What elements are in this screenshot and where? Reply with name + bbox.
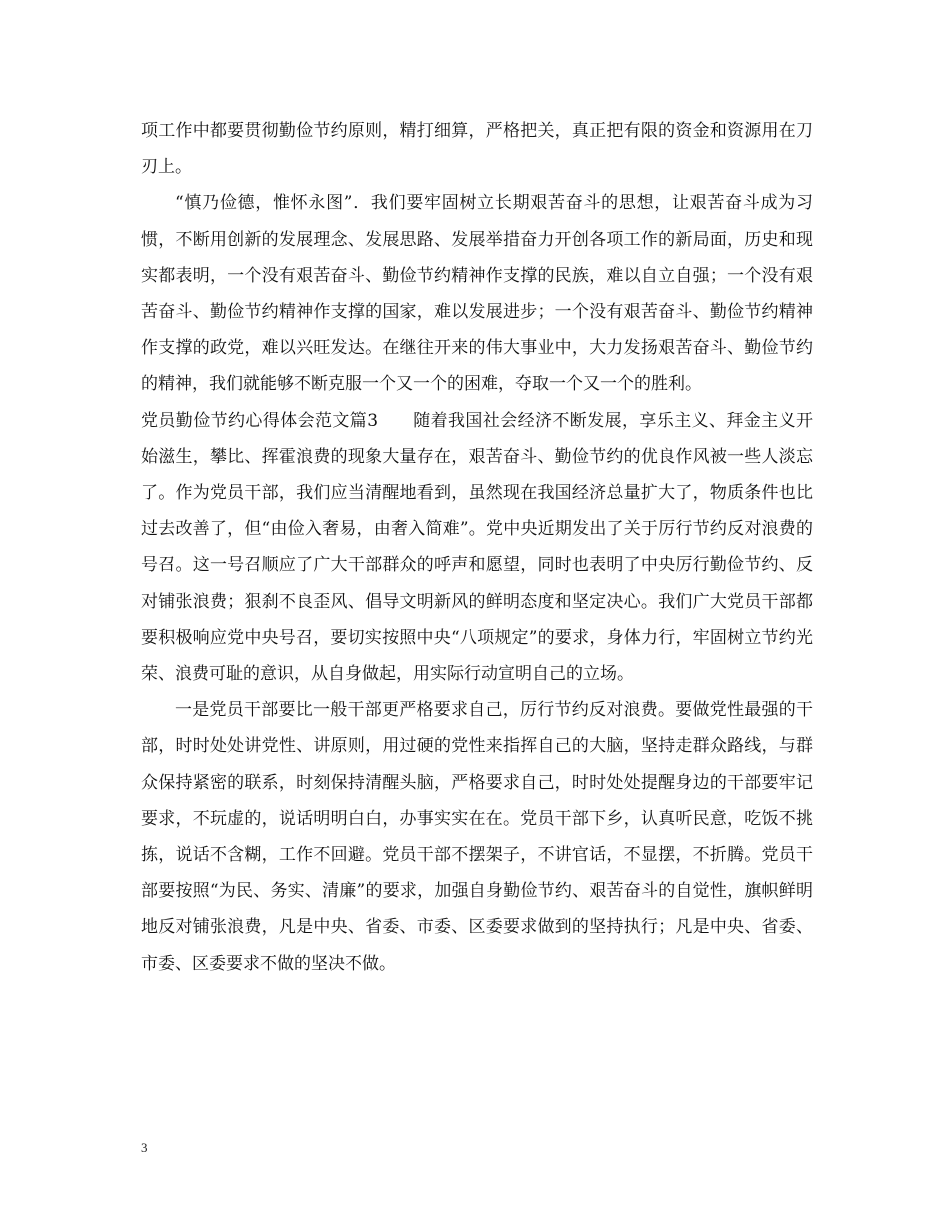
document-body bbox=[141, 113, 813, 982]
paragraph-2: “慎乃俭德，惟怀永图”．我们要牢固树立长期艰苦奋斗的思想，让艰苦奋斗成为习惯，不断用创新的发展理念、发展思路、发展举措奋力开创各项工作的新局面，历史和现实都表明，一个没有艰苦奋斗、勤俭节约精神作支撑的民族，难以自立自强；一个没有艰苦奋斗、勤俭节约精神作支撑的国家，难以发展进步；一个没有艰苦奋斗、勤俭节约精神作支撑的政党，难以兴旺发达。在继往开来的伟大事业中，大力发扬艰苦奋斗、勤俭节约的精神，我们就能够不断克服一个又一个的困难，夺取一个又一个的胜利。 bbox=[141, 193, 813, 395]
paragraph-4: 一是党员干部要比一般干部更严格要求自己，厉行节约反对浪费。要做党性最强的干部，时时处处讲党性、讲原则，用过硬的党性来指挥自己的大脑，坚持走群众路线，与群众保持紧密的联系，时刻保持清醒头脑，严格要求自己，时时处处提醒身边的干部要牢记要求，不玩虚的，说话明明白白，办事实实在在。党员干部下乡，认真听民意，吃饭不挑拣，说话不含糊，工作不回避。党员干部不摆架子，不讲官话，不显摆，不折腾。党员干部要按照“为民、务实、清廉”的要求，加强自身勤俭节约、艰苦奋斗的自觉性，旗帜鲜明地反对铺张浪费，凡是中央、省委、市委、区委要求做到的坚持执行；凡是中央、省委、市委、区委要求不做的坚决不做。 bbox=[141, 700, 813, 974]
page-number: 3 bbox=[141, 1140, 148, 1155]
paragraph-1: 项工作中都要贯彻勤俭节约原则，精打细算，严格把关，真正把有限的资金和资源用在刀刃上。 bbox=[141, 121, 813, 178]
paragraph-3: 党员勤俭节约心得体会范文篇3 随着我国社会经济不断发展，享乐主义、拜金主义开始滋生，攀比、挥霍浪费的现象大量存在，艰苦奋斗、勤俭节约的优良作风被一些人淡忘了。作为党员干部，我们应当清醒地看到，虽然现在我国经济总量扩大了，物质条件也比过去改善了，但“由俭入奢易，由奢入简难”。党中央近期发出了关于厉行节约反对浪费的号召。这一号召顺应了广大干部群众的呼声和愿望，同时也表明了中央厉行勤俭节约、反对铺张浪费；狠刹不良歪风、倡导文明新风的鲜明态度和坚定决心。我们广大党员干部都要积极响应党中央号召，要切实按照中央“八项规定”的要求，身体力行，牢固树立节约光荣、浪费可耻的意识，从自身做起，用实际行动宣明自己的立场。 bbox=[141, 410, 813, 685]
